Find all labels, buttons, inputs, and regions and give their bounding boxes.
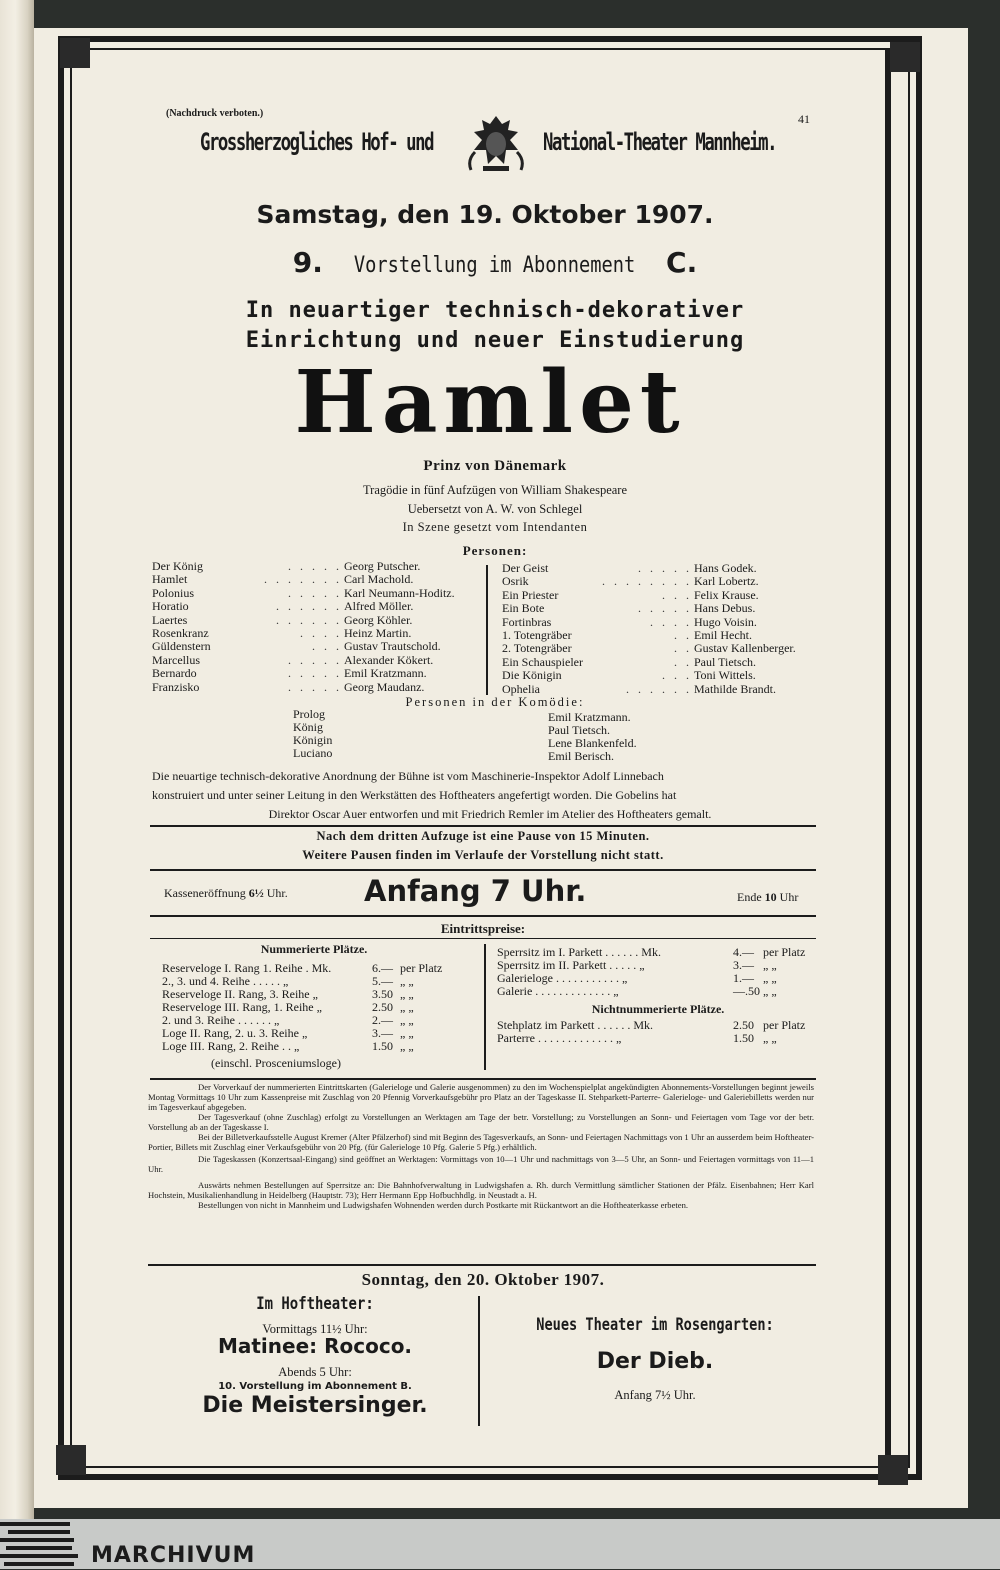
seat-category: Sperrsitz im II. Parkett . . . . . „	[497, 958, 645, 972]
role-name: Marcellus	[152, 652, 200, 667]
pause-line-1: Nach dem dritten Aufzuge ist eine Pause von 15 Minuten.	[316, 829, 650, 843]
seat-category: Galerie . . . . . . . . . . . . . „	[497, 984, 619, 998]
seat-category: Sperrsitz im I. Parkett . . . . . . Mk.	[497, 945, 661, 959]
matinee-title: Matinee: Rococo.	[217, 1334, 413, 1358]
actor-name: Gustav Trautschold.	[344, 639, 441, 654]
leader-dots: . . . . .	[288, 585, 342, 600]
seat-price: 6.—	[372, 961, 393, 975]
seat-category: Reserveloge II. Rang, 3. Reihe „	[162, 987, 318, 1001]
coat-of-arms-icon	[463, 112, 529, 174]
cast-row	[502, 683, 822, 696]
role-name: Horatio	[152, 599, 189, 614]
price-unit: per Platz	[763, 1018, 806, 1032]
cast-row	[152, 600, 482, 613]
divider	[150, 938, 816, 939]
price-unit: per Platz	[400, 961, 443, 975]
cast-row	[502, 589, 822, 602]
leader-dots: . . .	[312, 639, 342, 654]
archive-name: MARCHIVUM	[91, 1543, 256, 1568]
corner-ornament	[56, 1445, 86, 1475]
cast-row	[152, 667, 482, 680]
role-name: Hamlet	[152, 572, 188, 587]
comedy-actor: Paul Tietsch.	[548, 723, 611, 737]
unnumbered-prices	[497, 1019, 819, 1045]
evening-title: Die Meistersinger.	[202, 1393, 428, 1418]
box-office-line	[164, 886, 288, 901]
leader-dots: . . . .	[650, 614, 692, 629]
seat-price: 2.—	[372, 1013, 393, 1027]
rosengarten-time: Anfang 7½ Uhr.	[614, 1388, 696, 1402]
stage-note-line: Direktor Oscar Auer entworfen und mit Friedrich Remler im Atelier des Hoftheaters gemalt.	[268, 807, 712, 821]
translation-line: Uebersetzt von A. W. von Schlegel	[407, 502, 583, 516]
subscription-letter: C.	[666, 246, 698, 279]
actor-name: Heinz Martin.	[344, 626, 412, 640]
price-unit: „ „	[763, 971, 777, 985]
corner-ornament	[890, 42, 920, 72]
kremer-note: Bei der Billetverkaufsstelle August Kremer (Alter Pfälzerhof) sind mit Beginn des Tagesverkaufs, an Sonn- und Feiertagen Nachmittags von 1 Uhr an ausserdem beim Hoftheater-Portier, Billets mit Zuschlag einer Verkaufsgebühr von 20 Pfg. (für Galerieloge 10 Pfg. Galerie 5 Pfg.) erhältlich.	[148, 1132, 814, 1152]
role-name: 1. Totengräber	[502, 628, 572, 642]
price-row	[162, 1040, 472, 1053]
cast-row	[152, 560, 482, 573]
play-subtitle: Prinz von Dänemark	[423, 458, 567, 474]
cast-row	[502, 616, 822, 629]
direction-line: In Szene gesetzt vom Intendanten	[402, 520, 588, 534]
leader-dots: . . .	[662, 587, 692, 602]
cast-row	[152, 614, 482, 627]
subscription-label: Vorstellung im Abonnement	[353, 253, 636, 278]
leader-dots: . .	[674, 654, 692, 669]
seat-price: 3.50	[372, 987, 393, 1001]
price-unit: „ „	[400, 974, 414, 988]
role-name: 2. Totengräber	[502, 641, 572, 656]
cast-row	[502, 602, 822, 615]
actor-name: Hans Debus.	[694, 601, 756, 616]
numbered-heading: Nummerierte Plätze.	[260, 942, 368, 956]
price-unit: per Platz	[763, 945, 806, 959]
sales-notes	[148, 1082, 814, 1210]
cast-divider	[486, 565, 488, 695]
leader-dots: . . .	[662, 668, 692, 683]
matinee-time: Vormittags 11½ Uhr:	[262, 1322, 368, 1336]
actor-name: Paul Tietsch.	[694, 654, 757, 669]
price-unit: „ „	[763, 958, 777, 972]
role-name: Der König	[152, 559, 203, 573]
divider	[150, 915, 816, 917]
evening-time: Abends 5 Uhr:	[278, 1365, 352, 1379]
role-name: Polonius	[152, 585, 195, 600]
actor-name: Georg Putscher.	[344, 559, 421, 573]
actor-name: Hans Godek.	[694, 561, 757, 575]
corner-ornament	[878, 1455, 908, 1485]
role-name: Der Geist	[502, 561, 549, 575]
price-unit: „ „	[400, 1000, 414, 1014]
actor-name: Alfred Möller.	[344, 599, 414, 614]
deco-line-2: Einrichtung und neuer Einstudierung	[245, 328, 745, 353]
leader-dots: . . . . . .	[276, 612, 342, 627]
cast-row	[502, 575, 822, 588]
role-name: Ein Schauspieler	[502, 654, 583, 669]
book-spine	[0, 0, 34, 1519]
subscription-line	[150, 246, 840, 279]
cast-row	[152, 573, 482, 586]
comedy-heading: Personen in der Komödie:	[405, 695, 585, 709]
end-label: Ende	[737, 890, 762, 904]
seat-price: 4.—	[733, 945, 754, 959]
seat-category: Loge II. Rang, 2. u. 3. Reihe „	[162, 1026, 308, 1040]
box-office-label: Kasseneröffnung	[164, 886, 246, 900]
price-row	[497, 1032, 819, 1045]
next-day-date: Sonntag, den 20. Oktober 1907.	[361, 1270, 605, 1289]
reprint-notice: (Nachdruck verboten.)	[166, 108, 264, 119]
role-name: Osrik	[502, 574, 529, 589]
cast-row	[502, 562, 822, 575]
end-time: 10	[764, 890, 777, 904]
actor-name: Georg Köhler.	[344, 612, 413, 627]
role-name: Ein Bote	[502, 601, 545, 616]
actor-name: Karl Lobertz.	[694, 574, 759, 589]
box-office-hours-note: Die Tageskassen (Konzertsaal-Eingang) sind geöffnet an Werktagen: Vormittags von 10—1 Uhr und nachmittags von 3—5 Uhr, an Sonn- und Feiertagen vormittags von 11—1 Uhr.	[148, 1154, 814, 1174]
seat-category: 2., 3. und 4. Reihe . . . . . „	[162, 974, 289, 988]
actor-name: Felix Krause.	[694, 587, 759, 602]
price-unit: „ „	[763, 984, 777, 998]
right-border-double	[885, 48, 899, 1468]
leader-dots: . . . . . . .	[264, 572, 342, 587]
cast-row	[152, 627, 482, 640]
comedy-role: König	[293, 720, 323, 734]
leader-dots: . .	[674, 628, 692, 642]
end-line	[737, 890, 798, 905]
seat-price: 2.50	[733, 1018, 754, 1032]
actor-name: Emil Hecht.	[694, 628, 752, 642]
cast-row	[502, 629, 822, 642]
role-name: Franzisko	[152, 679, 200, 694]
actor-name: Carl Machold.	[344, 572, 414, 587]
presale-note: Der Vorverkauf der nummerierten Eintrittskarten (Galerieloge und Galerie ausgenommen) zu den im Wochenspielplat angekündigten Abonnements-Vorstellungen beginnt jeweils Montag Vormittags 10 Uhr zum Kassenpreise mit Zuschlag von 20 Pfennig Vorverkaufsgebühr pro Platz an der Tageskasse II. Stehparkett-Parterre- Galerieloge- und Galeriebilletts werden nur im Tagesverkauf abgegeben.	[148, 1082, 814, 1112]
seat-price: —.50	[733, 984, 760, 998]
genre-line: Tragödie in fünf Aufzügen von William Shakespeare	[362, 483, 628, 497]
external-orders-note: Auswärts nehmen Bestellungen auf Sperrsitze an: Die Bahnhofverwaltung in Ludwigshafen a. Rh. durch Vermittlung sämtlicher Stationen der Pfälz. Eisenbahnen; Herr Karl Hochstein, Musikalienhandlung in Heidelberg (Hauptstr. 73); Herr Hermann Epp Hofbuchhdlg. in Neustadt a. H.	[148, 1180, 814, 1200]
seat-price: 1.50	[733, 1031, 754, 1045]
actor-name: Toni Wittels.	[694, 668, 756, 683]
seat-price: 3.—	[372, 1026, 393, 1040]
divider	[150, 869, 816, 871]
price-unit: „ „	[400, 1013, 414, 1027]
leader-dots: . . . . . . . .	[602, 574, 692, 589]
seat-price: 1.—	[733, 971, 754, 985]
price-unit: „ „	[763, 1031, 777, 1045]
cast-row	[152, 654, 482, 667]
comedy-role: Prolog	[293, 707, 326, 721]
seat-category: Reserveloge III. Rang, 1. Reihe „	[162, 1000, 322, 1014]
seat-category: 2. und 3. Reihe . . . . . . „	[162, 1013, 280, 1027]
prices-divider	[484, 944, 486, 1070]
comedy-role: Luciano	[293, 746, 333, 760]
leader-dots: . . . . .	[288, 666, 342, 681]
proscenium-note: (einschl. Prosceniumsloge)	[211, 1056, 341, 1070]
day-sale-note: Der Tagesverkauf (ohne Zuschlag) erfolgt zu Vorstellungen an Werktagen am Tage der betr. Vorstellung; zu Vorstellungen an Sonn- und Feiertagen vom Tage vor der betr. Vorstellung ab an der Tageskasse I.	[148, 1112, 814, 1132]
price-unit: „ „	[400, 987, 414, 1001]
hoftheater-heading: Im Hoftheater:	[256, 1294, 374, 1314]
actor-name: Georg Maudanz.	[344, 679, 425, 694]
role-name: Rosenkranz	[152, 626, 209, 640]
box-office-unit: Uhr.	[266, 886, 288, 900]
comedy-actor: Lene Blankenfeld.	[548, 736, 637, 750]
stage-note-line: konstruiert und unter seiner Leitung in den Werkstätten des Hoftheaters angefertigt worden. Die Gobelins hat	[152, 788, 677, 802]
actor-name: Hugo Voisin.	[694, 614, 757, 629]
unnumbered-heading: Nichtnummerierte Plätze.	[591, 1002, 725, 1016]
performance-date: Samstag, den 19. Oktober 1907.	[256, 200, 714, 229]
role-name: Güldenstern	[152, 639, 211, 654]
comedy-role: Königin	[293, 733, 333, 747]
page-number: 41	[798, 112, 810, 126]
comedy-actor: Emil Kratzmann.	[548, 710, 631, 724]
role-name: Ophelia	[502, 681, 540, 696]
comedy-actor: Emil Berisch.	[548, 749, 614, 763]
leader-dots: . . . . .	[638, 561, 692, 575]
role-name: Ein Priester	[502, 587, 559, 602]
numbered-prices	[162, 962, 472, 1053]
seat-price: 2.50	[372, 1000, 393, 1014]
seat-category: Loge III. Rang, 2. Reihe . . „	[162, 1039, 300, 1053]
role-name: Die Königin	[502, 668, 562, 683]
actor-name: Mathilde Brandt.	[694, 681, 776, 696]
seat-price: 1.50	[372, 1039, 393, 1053]
rosengarten-title: Der Dieb.	[596, 1349, 714, 1374]
cast-row	[502, 669, 822, 682]
cast-heading: Personen:	[462, 543, 528, 558]
role-name: Bernardo	[152, 666, 197, 681]
comedy-roles	[293, 708, 493, 760]
corner-ornament	[60, 38, 90, 68]
cast-row	[502, 642, 822, 655]
actor-name: Emil Kratzmann.	[344, 666, 427, 681]
rosengarten-heading: Neues Theater im Rosengarten:	[536, 1315, 774, 1335]
theater-name-right: National-Theater Mannheim.	[543, 128, 777, 156]
role-name: Fortinbras	[502, 614, 552, 629]
role-name: Laertes	[152, 612, 188, 627]
actor-name: Gustav Kallenberger.	[694, 641, 796, 656]
seat-category: Reserveloge I. Rang 1. Reihe . Mk.	[162, 961, 332, 975]
cast-row	[152, 587, 482, 600]
divider	[150, 1078, 816, 1080]
deco-line-1: In neuartiger technisch-dekorativer	[245, 298, 745, 323]
pause-line-2: Weitere Pausen finden im Verlaufe der Vorstellung nicht statt.	[302, 848, 664, 862]
play-title: Hamlet	[294, 352, 686, 453]
end-unit: Uhr	[779, 890, 799, 904]
stage-note-line: Die neuartige technisch-dekorative Anordnung der Bühne ist vom Maschinerie-Inspektor Adolf Linnebach	[152, 769, 664, 783]
evening-subscription: 10. Vorstellung im Abonnement B.	[218, 1381, 412, 1392]
comedy-actors	[548, 711, 748, 763]
cast-row	[502, 656, 822, 669]
leader-dots: . . . . . .	[276, 599, 342, 614]
reserved-seat-prices	[497, 946, 819, 998]
cast-row	[152, 681, 482, 694]
performance-number: 9.	[292, 246, 323, 279]
leader-dots: . . . . .	[288, 559, 342, 573]
cast-row	[152, 640, 482, 653]
seat-price: 3.—	[733, 958, 754, 972]
archive-logo-icon	[0, 1522, 78, 1570]
box-office-time: 6½	[248, 886, 264, 900]
leader-dots: . . . . .	[638, 601, 692, 616]
prices-heading: Eintrittspreise:	[440, 921, 526, 936]
stage-note	[152, 767, 828, 824]
leader-dots: . . . . .	[288, 679, 342, 694]
price-unit: „ „	[400, 1026, 414, 1040]
seat-category: Stehplatz im Parkett . . . . . . Mk.	[497, 1018, 653, 1032]
actor-name: Karl Neumann-Hoditz.	[344, 585, 455, 600]
actor-name: Alexander Kökert.	[344, 652, 434, 667]
seat-category: Galerieloge . . . . . . . . . . . „	[497, 971, 628, 985]
postal-orders-note: Bestellungen von nicht in Mannheim und Ludwigshafen Wohnenden werden durch Postkarte mit Rückantwort an die Hoftheaterkasse erbeten.	[198, 1200, 689, 1210]
price-unit: „ „	[400, 1039, 414, 1053]
price-row	[497, 985, 819, 998]
theater-name-left: Grossherzogliches Hof- und	[200, 128, 434, 156]
start-time: Anfang 7 Uhr.	[364, 874, 587, 908]
leader-dots: . . . . .	[288, 652, 342, 667]
seat-category: Parterre . . . . . . . . . . . . . „	[497, 1031, 622, 1045]
divider	[150, 825, 816, 827]
leader-dots: . .	[674, 641, 692, 656]
divider	[148, 1264, 816, 1266]
leader-dots: . . . . . .	[626, 681, 692, 696]
leader-dots: . . . .	[300, 626, 342, 640]
seat-price: 5.—	[372, 974, 393, 988]
